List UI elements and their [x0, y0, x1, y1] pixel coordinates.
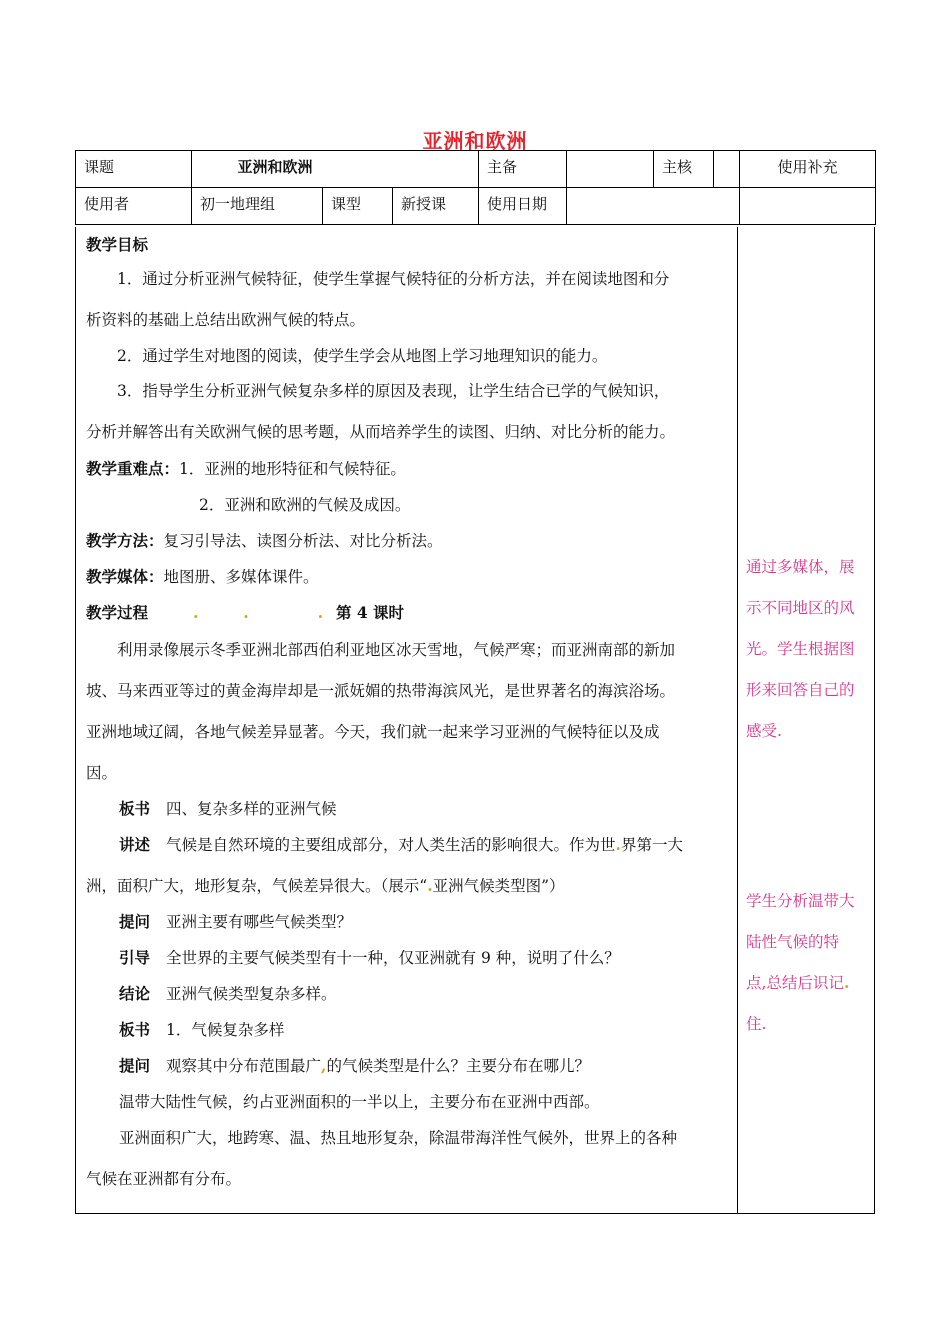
lecture-line: 讲述 气候是自然环境的主要组成部分，对人类生活的影响很大。作为世.界第一大 — [119, 835, 683, 854]
summary-line-1: 亚洲面积广大，地跨寒、温、热且地形复杂，除温带海洋性气候外，世界上的各种 — [119, 1129, 678, 1147]
cell-review-value — [714, 151, 739, 187]
cell-date — [567, 188, 740, 225]
conclusion-line: 结论 亚洲气候类型复杂多样。 — [119, 984, 337, 1003]
side-note-2-line: 学生分析温带大 — [746, 892, 855, 910]
objective-1b: 析资料的基础上总结出欧洲气候的特点。 — [86, 311, 366, 329]
cell-user-label: 使用者 — [76, 188, 192, 225]
objective-2: 2．通过学生对地图的阅读，使学生学会从地图上学习地理知识的能力。 — [117, 347, 608, 365]
key-points-line-1: 教学重难点：1．亚洲的地形特征和气候特征。 — [86, 459, 406, 478]
side-note-1-line: 形来回答自己的 — [746, 681, 855, 699]
cell-review-label: 主核 — [654, 151, 714, 187]
objective-3a: 3．指导学生分析亚洲气候复杂多样的原因及表现，让学生结合已学的气候知识， — [117, 382, 670, 400]
lecture-line-2: 洲，面积广大，地形复杂，气候差异很大。（展示“.亚洲气候类型图”） — [86, 876, 565, 895]
header-grid — [75, 150, 876, 225]
cell-main-value — [567, 151, 654, 187]
intro-line-1: 利用录像展示冬季亚洲北部西伯利亚地区冰天雪地，气候严寒；而亚洲南部的新加 — [117, 641, 676, 659]
question-line-2: 提问 观察其中分布范围最广,的气候类型是什么？主要分布在哪儿？ — [119, 1056, 590, 1075]
cell-main-label: 主备 — [479, 151, 567, 188]
intro-line-3: 亚洲地域辽阔，各地气候差异显著。今天，我们就一起来学习亚洲的气候特征以及成 — [86, 723, 660, 741]
board-line-2: 板书 1．气候复杂多样 — [119, 1020, 285, 1039]
intro-line-2: 坡、马来西亚等过的黄金海岸却是一派妩媚的热带海滨风光，是世界著名的海滨浴场。 — [86, 682, 676, 700]
teaching-process: 教学过程 . . . 第 4 课时 — [86, 603, 405, 622]
main-body — [75, 227, 875, 1214]
objective-3b: 分析并解答出有关欧洲气候的思考题，从而培养学生的读图、归纳、对比分析的能力。 — [86, 423, 676, 441]
summary-line-2: 气候在亚洲都有分布。 — [86, 1170, 242, 1188]
side-note-1-line: 通过多媒体，展 — [746, 558, 855, 576]
side-note-1-line: 感受. — [746, 722, 782, 740]
guide-line: 引导 全世界的主要气候类型有十一种，仅亚洲就有 9 种，说明了什么？ — [119, 948, 620, 967]
side-note-2-line: 点,总结后识记. — [746, 973, 850, 992]
page-title: 亚洲和欧洲 — [422, 129, 528, 153]
cell-user: 初一地理组 — [192, 188, 323, 225]
teaching-media: 教学媒体：地图册、多媒体课件。 — [86, 567, 319, 586]
key-points-line-2: 2．亚洲和欧洲的气候及成因。 — [199, 496, 411, 514]
answer-line: 温带大陆性气候，约占亚洲面积的一半以上，主要分布在亚洲中西部。 — [119, 1093, 600, 1111]
lesson-number: 第 4 课时 — [335, 603, 405, 622]
intro-line-4: 因。 — [86, 764, 118, 782]
board-line-1: 板书 四、复杂多样的亚洲气候 — [119, 799, 337, 818]
cell-date-label: 使用日期 — [479, 188, 567, 225]
side-note-2-line: 陆性气候的特 — [746, 933, 840, 951]
cell-supplement-empty — [740, 188, 876, 225]
cell-topic: 亚洲和欧洲 — [192, 151, 479, 188]
side-note-2-line: 住. — [746, 1015, 767, 1033]
column-divider — [737, 227, 738, 1213]
teaching-method: 教学方法：复习引导法、读图分析法、对比分析法。 — [86, 531, 443, 550]
cell-supplement-label: 使用补充 — [740, 151, 876, 188]
cell-topic-label: 课题 — [76, 151, 192, 188]
objective-1a: 1．通过分析亚洲气候特征，使学生掌握气候特征的分析方法，并在阅读地图和分 — [117, 270, 670, 288]
objectives-title: 教学目标 — [86, 235, 149, 254]
side-note-1-line: 光。学生根据图 — [746, 640, 855, 658]
cell-type-label: 课型 — [323, 188, 393, 225]
cell-type: 新授课 — [393, 188, 479, 225]
question-line-1: 提问 亚洲主要有哪些气候类型？ — [119, 912, 353, 931]
side-note-1-line: 示不同地区的风 — [746, 599, 855, 617]
